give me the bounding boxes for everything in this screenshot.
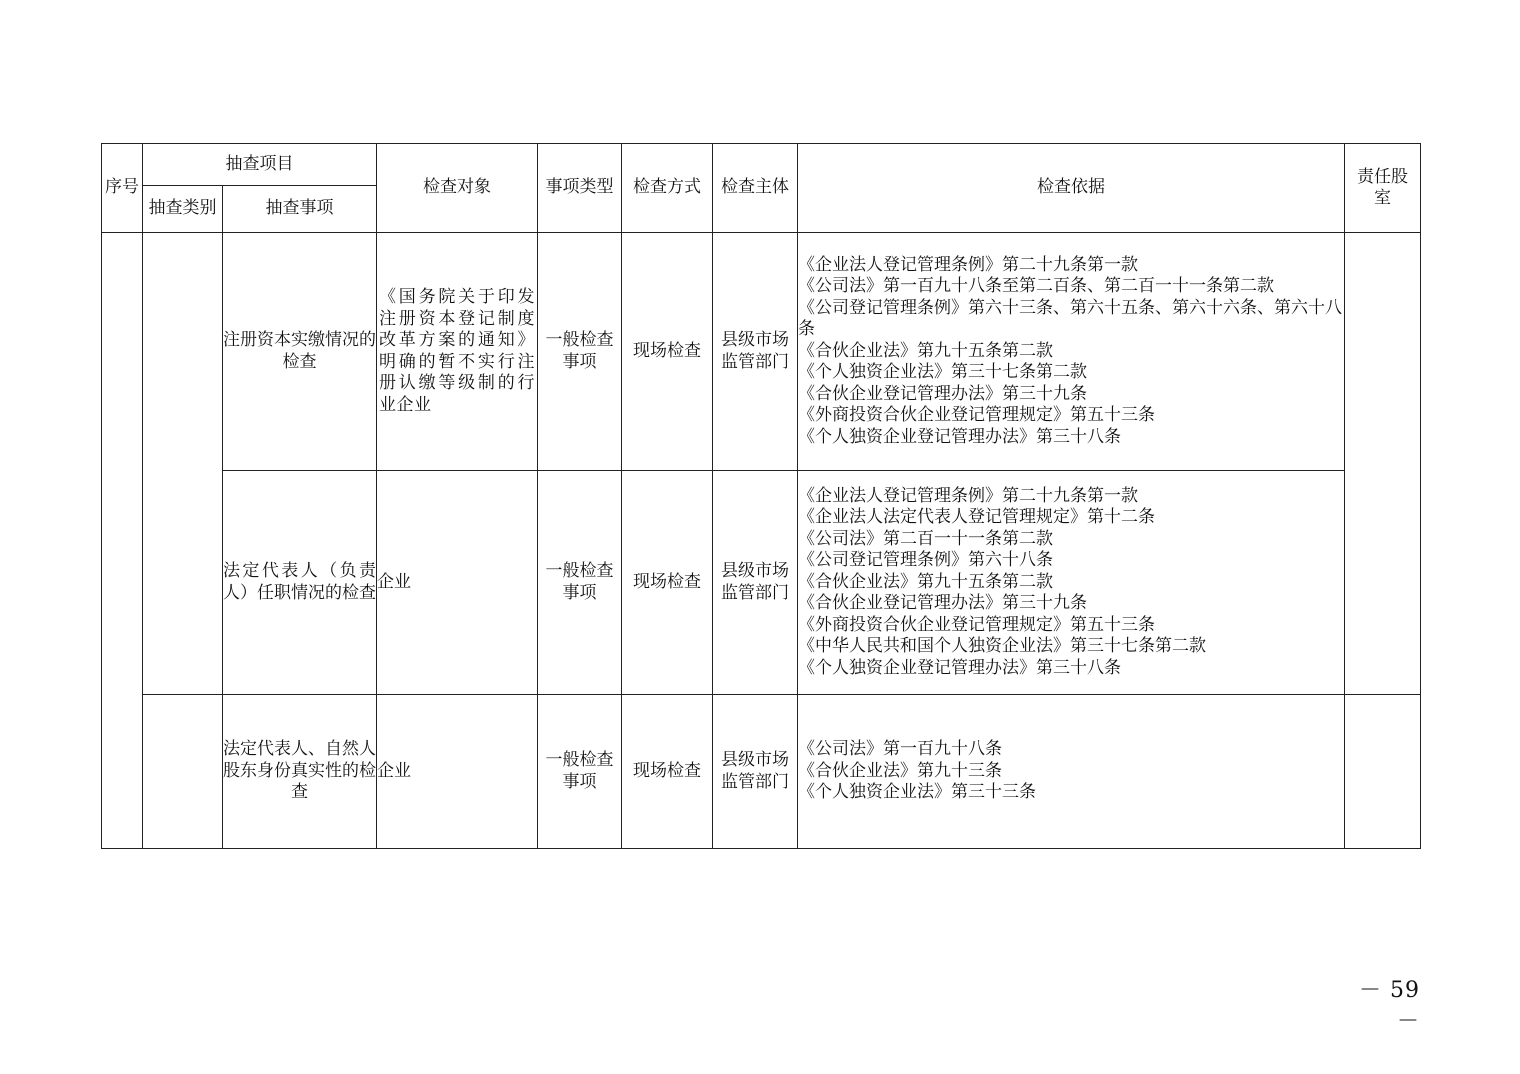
basis-line: 《中华人民共和国个人独资企业法》第三十七条第二款 — [798, 636, 1206, 657]
item-cell — [223, 471, 377, 695]
basis-line: 《个人独资企业法》第三十七条第二款 — [798, 362, 1087, 383]
basis-line: 《合伙企业登记管理办法》第三十九条 — [798, 593, 1087, 614]
header-object: 检查对象 — [377, 144, 538, 233]
object-cell: 企业 — [377, 471, 538, 695]
basis-cell — [798, 233, 1345, 471]
basis-line: 《企业法人法定代表人登记管理规定》第十二条 — [798, 507, 1155, 528]
method-cell: 现场检查 — [622, 695, 713, 849]
page-number: － 59 － — [1359, 978, 1420, 1034]
basis-line: 《合伙企业法》第九十三条 — [798, 760, 1002, 781]
seq-cell — [102, 233, 143, 849]
basis-line: 《公司登记管理条例》第六十八条 — [798, 550, 1053, 571]
dept-cell — [1345, 233, 1421, 695]
object-text: 《国务院关于印发注册资本登记制度改革方案的通知》明确的暂不实行注册认缴等级制的行业企业 — [379, 287, 535, 415]
table-row — [102, 695, 1421, 849]
dept-cell — [1345, 695, 1421, 849]
type-cell: 一般检查事项 — [538, 695, 622, 849]
basis-line: 《企业法人登记管理条例》第二十九条第一款 — [798, 485, 1138, 506]
method-cell: 现场检查 — [622, 471, 713, 695]
basis-cell — [798, 695, 1345, 849]
subject-cell: 县级市场监管部门 — [713, 471, 798, 695]
basis-cell — [798, 471, 1345, 695]
header-project: 抽查项目 — [143, 144, 377, 186]
item-cell — [223, 695, 377, 849]
inspection-table — [101, 143, 1421, 849]
basis-line: 《公司登记管理条例》第六十三条、第六十五条、第六十六条、第六十八条 — [798, 297, 1342, 340]
subject-cell: 县级市场监管部门 — [713, 695, 798, 849]
method-cell: 现场检查 — [622, 233, 713, 471]
basis-line: 《外商投资合伙企业登记管理规定》第五十三条 — [798, 405, 1155, 426]
basis-line: 《公司法》第一百九十八条 — [798, 739, 1002, 760]
basis-line: 《外商投资合伙企业登记管理规定》第五十三条 — [798, 614, 1155, 635]
basis-line: 《合伙企业登记管理办法》第三十九条 — [798, 383, 1087, 404]
object-cell — [377, 233, 538, 471]
header-subject: 检查主体 — [713, 144, 798, 233]
basis-line: 《企业法人登记管理条例》第二十九条第一款 — [798, 254, 1138, 275]
basis-line: 《个人独资企业登记管理办法》第三十八条 — [798, 657, 1121, 678]
category-cell — [143, 695, 223, 849]
header-dept: 责任股室 — [1345, 144, 1421, 233]
basis-line: 《合伙企业法》第九十五条第二款 — [798, 340, 1053, 361]
basis-line: 《个人独资企业登记管理办法》第三十八条 — [798, 426, 1121, 447]
basis-line: 《公司法》第一百九十八条至第二百条、第二百一十一条第二款 — [798, 276, 1274, 297]
header-seq: 序号 — [102, 144, 143, 233]
header-category: 抽查类别 — [143, 186, 223, 233]
item-text: 法定代表人、自然人股东身份真实性的检查 — [223, 739, 376, 803]
header-item: 抽查事项 — [223, 186, 377, 233]
type-cell: 一般检查事项 — [538, 471, 622, 695]
basis-line: 《个人独资企业法》第三十三条 — [798, 782, 1036, 803]
item-text: 法定代表人（负责人）任职情况的检查 — [223, 561, 376, 603]
header-basis: 检查依据 — [798, 144, 1345, 233]
item-cell: 注册资本实缴情况的检查 — [223, 233, 377, 471]
object-cell: 企业 — [377, 695, 538, 849]
table-row — [102, 471, 1421, 695]
basis-line: 《合伙企业法》第九十五条第二款 — [798, 571, 1053, 592]
header-method: 检查方式 — [622, 144, 713, 233]
header-type: 事项类型 — [538, 144, 622, 233]
category-cell — [143, 233, 223, 695]
basis-line: 《公司法》第二百一十一条第二款 — [798, 528, 1053, 549]
type-cell: 一般检查事项 — [538, 233, 622, 471]
table-row — [102, 233, 1421, 471]
subject-cell: 县级市场监管部门 — [713, 233, 798, 471]
